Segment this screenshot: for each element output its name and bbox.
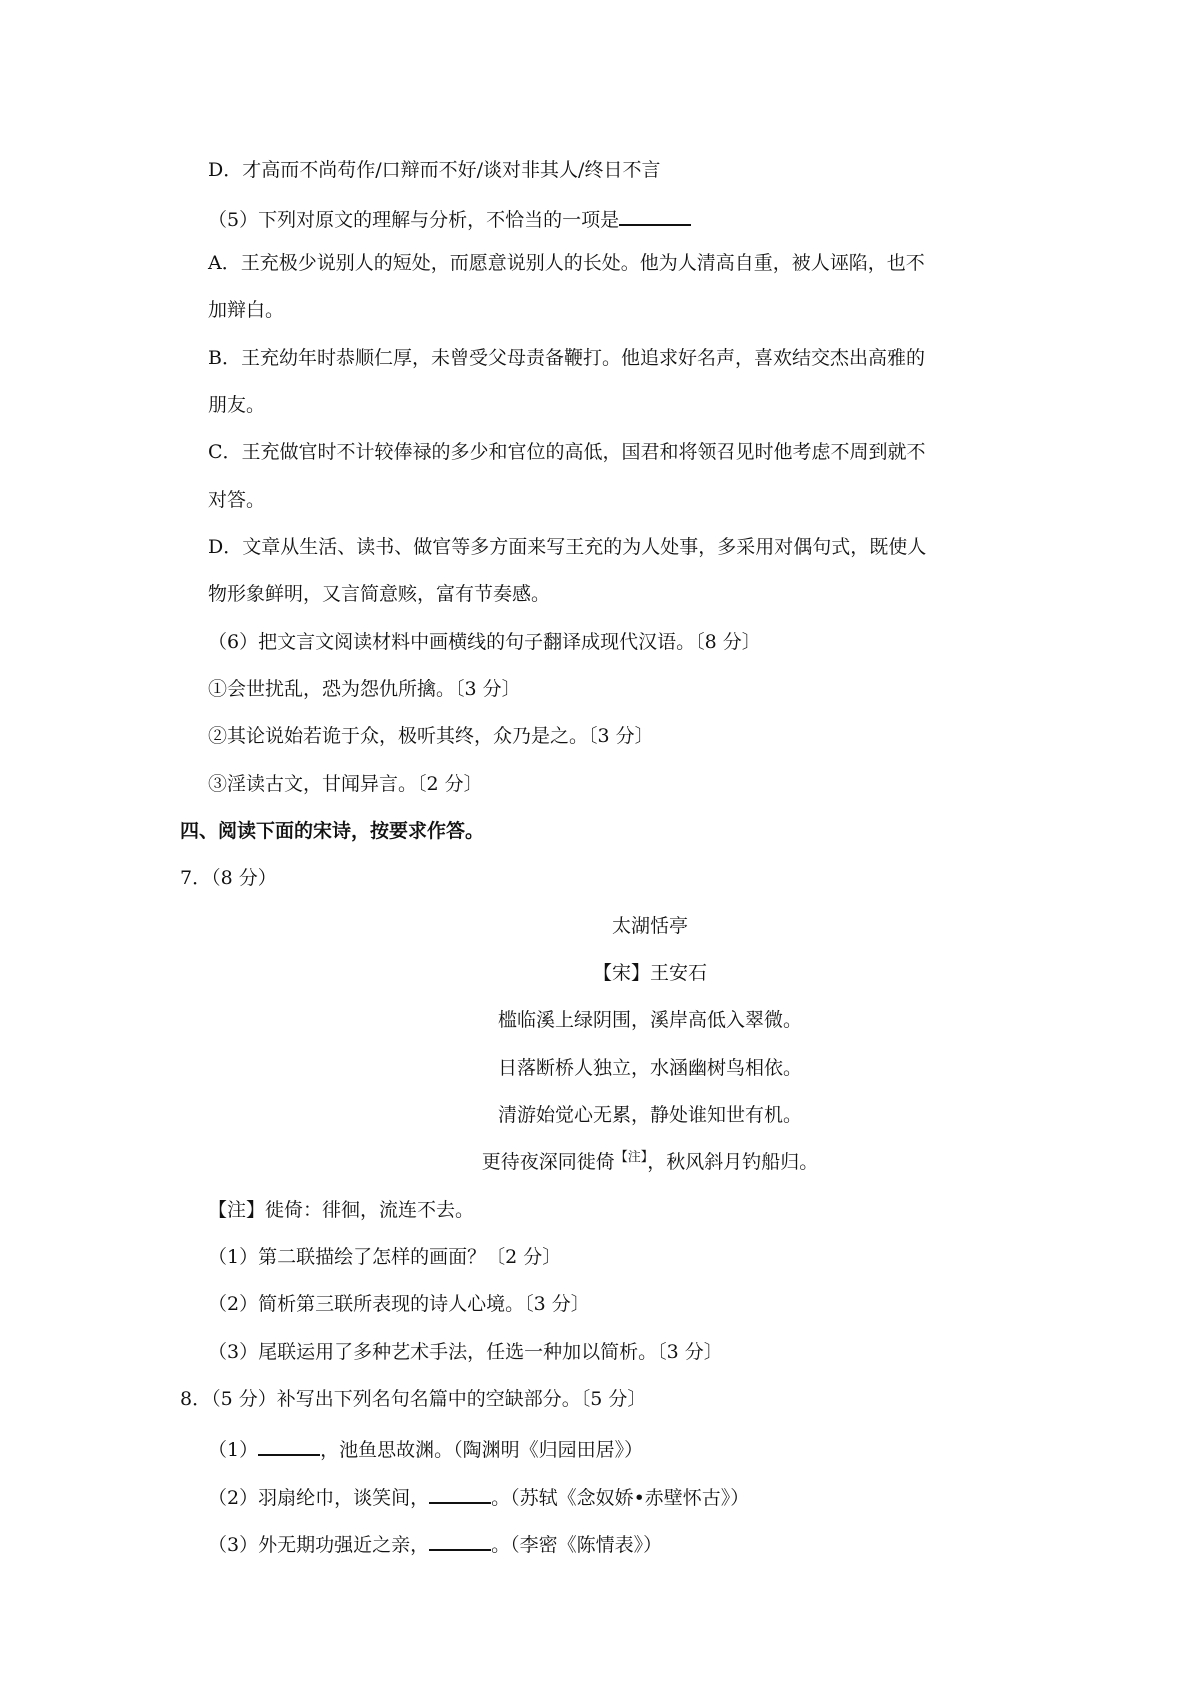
option-c-line-1: C．王充做官时不计较俸禄的多少和官位的高低，国君和将领召见时他考虑不周到就不 (208, 441, 926, 463)
question-7-number: 7．（8 分） (180, 867, 277, 889)
question-8-item-3-prefix: （3）外无期功强近之亲， (208, 1534, 430, 1556)
poem-author: 【宋】王安石 (592, 962, 707, 984)
poem-title: 太湖恬亭 (611, 915, 688, 937)
question-7-item-1: （1）第二联描绘了怎样的画面？〔2 分〕 (208, 1246, 562, 1268)
section-4-heading: 四、阅读下面的宋诗，按要求作答。 (180, 820, 485, 842)
poem-line-3: 清游始觉心无累，静处谁知世有机。 (497, 1104, 802, 1126)
question-5-stem (208, 204, 691, 231)
question-8-item-3 (208, 1529, 663, 1556)
poem-line-4-part-1: 更待夜深同徙倚 (481, 1151, 615, 1173)
option-b-line-2: 朋友。 (208, 394, 266, 416)
question-7-item-2: （2）简析第三联所表现的诗人心境。〔3 分〕 (208, 1293, 590, 1315)
question-8-item-3-suffix: 。（李密《陈情表》） (491, 1534, 663, 1556)
question-7-item-3: （3）尾联运用了多种艺术手法，任选一种加以简析。〔3 分〕 (208, 1341, 723, 1363)
poem-line-4 (0, 1150, 1200, 1174)
option-d-line-1: D．文章从生活、读书、做官等多方面来写王充的为人处事，多采用对偶句式，既使人 (208, 536, 927, 558)
poem-note: 【注】徙倚：徘徊，流连不去。 (208, 1199, 475, 1221)
question-6-stem: （6）把文言文阅读材料中画横线的句子翻译成现代汉语。〔8 分〕 (208, 631, 761, 653)
question-8-stem: 8．（5 分）补写出下列名句名篇中的空缺部分。〔5 分〕 (180, 1388, 647, 1410)
option-d-line-2: 物形象鲜明，又言简意赅，富有节奏感。 (208, 583, 551, 605)
answer-blank (619, 204, 691, 226)
option-c-line-2: 对答。 (208, 489, 266, 511)
answer-blank (258, 1434, 320, 1456)
option-a-line-2: 加辩白。 (208, 299, 285, 321)
question-6-item-3: ③淫读古文，甘闻异言。〔2 分〕 (208, 773, 483, 795)
poem-line-1: 槛临溪上绿阴围，溪岸高低入翠微。 (497, 1009, 802, 1031)
option-a-line-1: A．王充极少说别人的短处，而愿意说别人的长处。他为人清高自重，被人诬陷，也不 (208, 252, 925, 274)
poem-note-marker: 【注】 (614, 1150, 648, 1165)
question-8-item-1 (208, 1434, 644, 1461)
option-d-punctuation: D．才高而不尚苟作/口辩而不好/谈对非其人/终日不言 (208, 159, 661, 181)
answer-blank (429, 1529, 491, 1551)
question-8-item-1-prefix: （1） (208, 1439, 259, 1461)
option-b-line-1: B．王充幼年时恭顺仁厚，未曾受父母责备鞭打。他追求好名声，喜欢结交杰出高雅的 (208, 347, 925, 369)
question-5-text: （5）下列对原文的理解与分析，不恰当的一项是 (208, 209, 620, 231)
poem-line-2: 日落断桥人独立，水涵幽树鸟相依。 (497, 1057, 802, 1079)
question-8-item-2-prefix: （2）羽扇纶巾，谈笑间， (208, 1487, 430, 1509)
question-8-item-1-suffix: ，池鱼思故渊。（陶渊明《归园田居》） (320, 1439, 644, 1461)
question-6-item-2: ②其论说始若诡于众，极听其终，众乃是之。〔3 分〕 (208, 725, 654, 747)
answer-blank (429, 1482, 491, 1504)
poem-line-4-part-2: ，秋风斜月钓船归。 (647, 1151, 819, 1173)
question-8-item-2 (208, 1482, 750, 1509)
question-6-item-1: ①会世扰乱，恐为怨仇所擒。〔3 分〕 (208, 678, 521, 700)
question-8-item-2-suffix: 。（苏轼《念奴娇•赤壁怀古》） (491, 1487, 750, 1509)
